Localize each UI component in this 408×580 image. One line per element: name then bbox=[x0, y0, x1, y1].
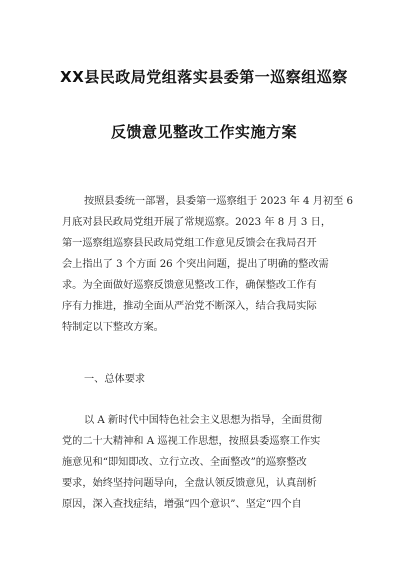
paragraph-2-line: 党的二十大精神和 A 巡视工作思想，按照县委巡察工作实 bbox=[62, 436, 321, 447]
section-heading: 一、总体要求 bbox=[84, 374, 146, 385]
paragraph-1-line: 月底对县民政局党组开展了常规巡察。2023 年 8 月 3 日， bbox=[62, 217, 332, 228]
paragraph-2-line: 施意见和“即知即改、立行立改、全面整改”的巡察整改 bbox=[62, 457, 307, 468]
paragraph-1-line: 第一巡察组巡察县民政局党组工作意见反馈会在我局召开 bbox=[62, 238, 317, 249]
paragraph-2-line: 原因，深入查找症结，增强“四个意识”、坚定“四个自 bbox=[62, 499, 302, 510]
paragraph-2-line: 要求，始终坚持问题导向，全盘认领反馈意见，认真剖析 bbox=[62, 478, 317, 489]
paragraph-1-line: 按照县委统一部署，县委第一巡察组于 2023 年 4 月初至 6 bbox=[84, 196, 354, 207]
paragraph-1-line: 求。为全面做好巡察反馈意见整改工作，确保整改工作有 bbox=[62, 280, 317, 291]
document-title-line-1: XX县民政局党组落实县委第一巡察组巡察 bbox=[60, 68, 348, 86]
paragraph-1-line: 会上指出了 3 个方面 26 个突出问题，提出了明确的整改需 bbox=[62, 259, 329, 270]
document-title-line-2: 反馈意见整改工作实施方案 bbox=[110, 123, 297, 141]
paragraph-1-line: 序有力推进，推动全面从严治党不断深入，结合我局实际 bbox=[62, 301, 317, 312]
paragraph-2-line: 以 A 新时代中国特色社会主义思想为指导，全面贯彻 bbox=[84, 415, 322, 426]
paragraph-1-line: 特制定以下整改方案。 bbox=[62, 322, 164, 333]
